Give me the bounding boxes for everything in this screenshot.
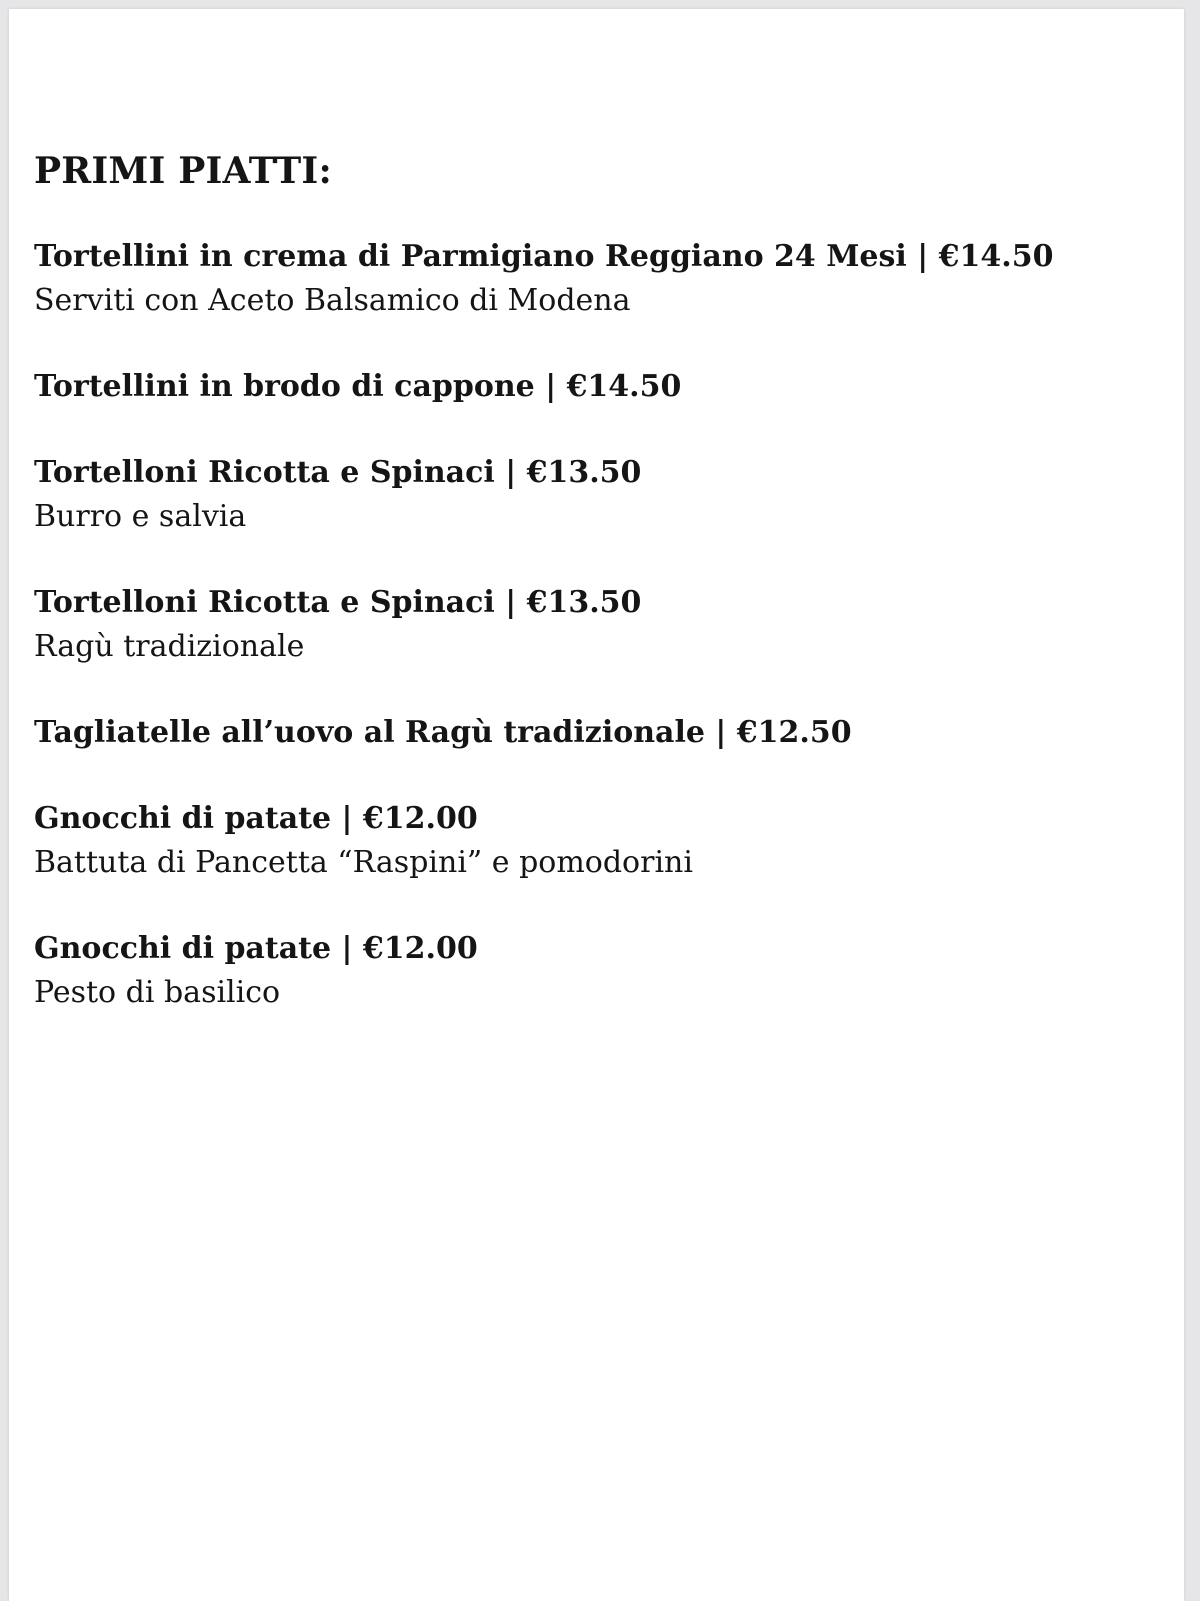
item-description: Pesto di basilico — [34, 975, 281, 1010]
item-price: €12.00 — [362, 801, 478, 836]
item-heading — [34, 581, 1154, 625]
item-price: €12.00 — [362, 931, 478, 966]
menu-item — [34, 711, 1154, 755]
price-separator: | — [704, 715, 737, 750]
item-name: Tortellini in crema di Parmigiano Reggiano 24 Mesi — [34, 239, 907, 274]
menu-section — [34, 149, 1154, 1057]
price-separator: | — [906, 239, 939, 274]
menu-item — [34, 365, 1154, 409]
price-separator: | — [494, 585, 527, 620]
item-name: Gnocchi di patate — [34, 931, 332, 966]
menu-item — [34, 797, 1154, 885]
item-description: Battuta di Pancetta “Raspini” e pomodorini — [34, 845, 693, 880]
item-name: Tortelloni Ricotta e Spinaci — [34, 585, 495, 620]
item-name: Gnocchi di patate — [34, 801, 332, 836]
item-heading — [34, 797, 1154, 841]
item-price: €14.50 — [938, 239, 1054, 274]
menu-page — [9, 9, 1184, 1601]
menu-item — [34, 451, 1154, 539]
item-heading — [34, 235, 1154, 279]
item-name: Tagliatelle all’uovo al Ragù tradizionale — [34, 715, 705, 750]
item-heading — [34, 451, 1154, 495]
item-price: €12.50 — [736, 715, 852, 750]
price-separator: | — [494, 455, 527, 490]
item-description: Ragù tradizionale — [34, 629, 305, 664]
item-heading — [34, 927, 1154, 971]
price-separator: | — [534, 369, 567, 404]
item-name: Tortelloni Ricotta e Spinaci — [34, 455, 495, 490]
item-description: Burro e salvia — [34, 499, 247, 534]
menu-item — [34, 581, 1154, 669]
item-heading — [34, 365, 1154, 409]
price-separator: | — [331, 801, 363, 836]
menu-item — [34, 927, 1154, 1015]
menu-item — [34, 235, 1154, 323]
item-description: Serviti con Aceto Balsamico di Modena — [34, 283, 631, 318]
section-title: PRIMI PIATTI: — [34, 150, 332, 192]
item-price: €13.50 — [526, 455, 642, 490]
price-separator: | — [331, 931, 363, 966]
item-price: €14.50 — [566, 369, 682, 404]
item-heading — [34, 711, 1154, 755]
item-price: €13.50 — [526, 585, 642, 620]
item-name: Tortellini in brodo di cappone — [34, 369, 535, 404]
